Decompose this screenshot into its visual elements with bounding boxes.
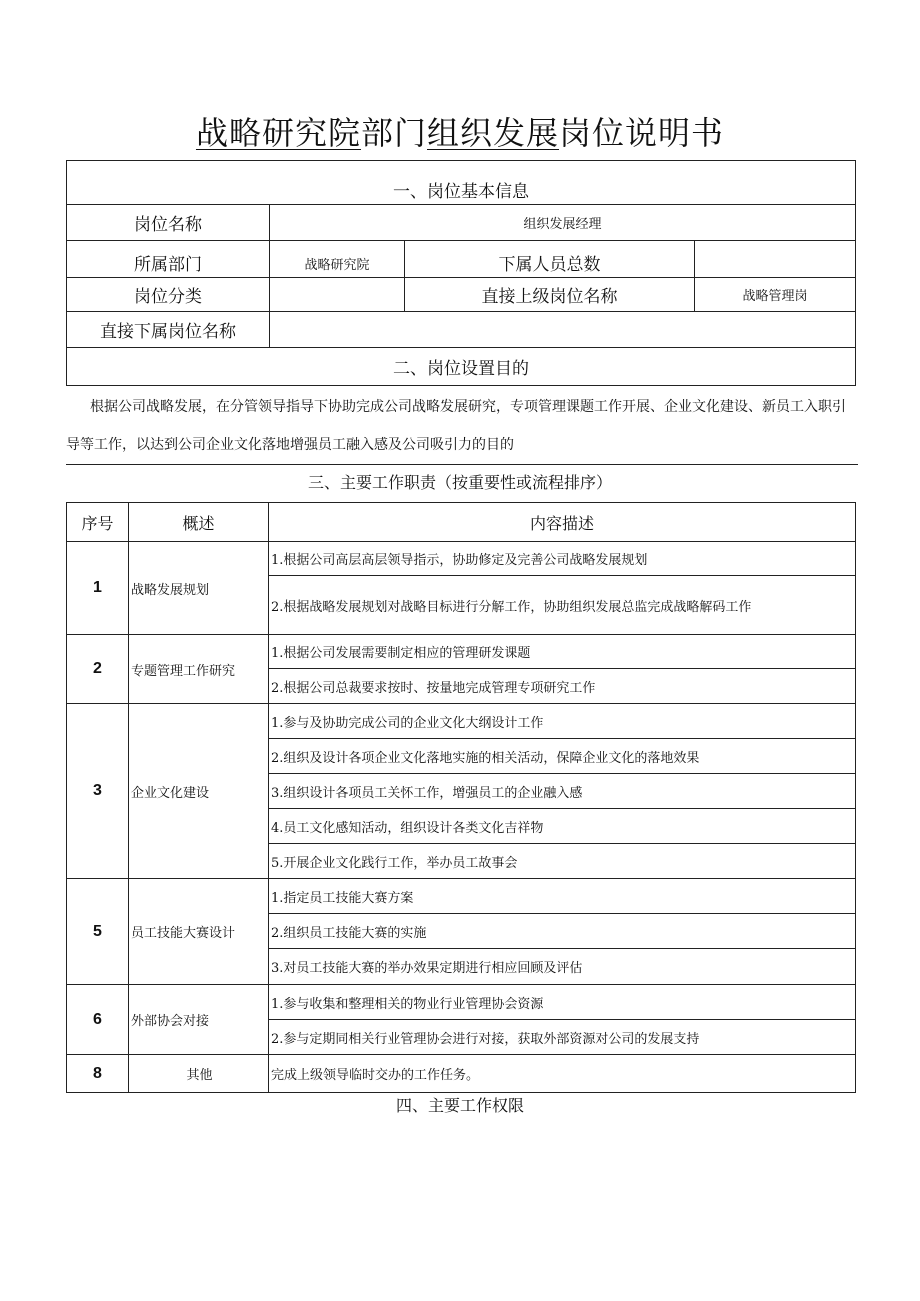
direct-superior-value: 战略管理岗: [695, 278, 856, 312]
duty-item: 3.对员工技能大赛的举办效果定期进行相应回顾及评估: [269, 949, 856, 985]
section-basic-info-title: 一、岗位基本信息: [67, 161, 856, 205]
page-title: [0, 108, 920, 158]
direct-superior-label: 直接上级岗位名称: [405, 278, 695, 312]
position-name-value: 组织发展经理: [270, 205, 856, 241]
table-row: [67, 879, 856, 914]
duty-summary: 战略发展规划: [129, 542, 269, 635]
duty-number: 2: [67, 635, 129, 704]
duty-item: 2.参与定期同相关行业管理协会进行对接，获取外部资源对公司的发展支持: [269, 1020, 856, 1055]
purpose-text: 根据公司战略发展，在分管领导指导下协助完成公司战略发展研究，专项管理课题工作开展、企业文化建设、新员工入职引导等工作，以达到公司企业文化落地增强员工融入感及公司吸引力的目的: [66, 388, 858, 465]
duty-item: 2.组织及设计各项企业文化落地实施的相关活动，保障企业文化的落地效果: [269, 739, 856, 774]
duty-item: 2.根据公司总裁要求按时、按量地完成管理专项研究工作: [269, 669, 856, 704]
duty-number: 3: [67, 704, 129, 879]
table-row: [67, 1055, 856, 1093]
header-summary: 概述: [129, 503, 269, 542]
duty-item: 1.根据公司发展需要制定相应的管理研发课题: [269, 635, 856, 669]
section-duties-title: 三、主要工作职责（按重要性或流程排序）: [307, 473, 612, 492]
title-dept-word: 部门: [360, 114, 427, 152]
duty-item: 4.员工文化感知活动，组织设计各类文化吉祥物: [269, 809, 856, 844]
duty-number: 5: [67, 879, 129, 985]
direct-subordinate-label: 直接下属岗位名称: [67, 312, 270, 348]
direct-subordinate-value: [270, 312, 856, 348]
duty-summary: 员工技能大赛设计: [129, 879, 269, 985]
header-no: 序号: [67, 503, 129, 542]
duty-number: 6: [67, 985, 129, 1055]
department-value: 战略研究院: [270, 241, 405, 278]
duties-table: [66, 502, 856, 1093]
duty-item: 2.根据战略发展规划对战略目标进行分解工作，协助组织发展总监完成战略解码工作: [269, 576, 856, 635]
table-row: [67, 635, 856, 669]
duty-item: 1.参与及协助完成公司的企业文化大纲设计工作: [269, 704, 856, 739]
duty-item: 5.开展企业文化践行工作，举办员工故事会: [269, 844, 856, 879]
category-label: 岗位分类: [67, 278, 270, 312]
subordinates-total-label: 下属人员总数: [405, 241, 695, 278]
duty-item: 1.指定员工技能大赛方案: [269, 879, 856, 914]
department-label: 所属部门: [67, 241, 270, 278]
section-authority-title: 四、主要工作权限: [395, 1096, 524, 1115]
category-value: [270, 278, 405, 312]
duty-summary: 其他: [129, 1055, 269, 1093]
table-row: [67, 704, 856, 739]
header-desc: 内容描述: [269, 503, 856, 542]
duty-summary: 外部协会对接: [129, 985, 269, 1055]
subordinates-total-value: [695, 241, 856, 278]
table-row: [67, 985, 856, 1020]
duty-item: 3.组织设计各项员工关怀工作，增强员工的企业融入感: [269, 774, 856, 809]
basic-info-table: [66, 160, 856, 386]
duty-summary: 企业文化建设: [129, 704, 269, 879]
duty-item: 1.参与收集和整理相关的物业行业管理协会资源: [269, 985, 856, 1020]
duty-item: 完成上级领导临时交办的工作任务。: [269, 1055, 856, 1093]
title-doc: 岗位说明书: [559, 114, 725, 152]
section-purpose-title: 二、岗位设置目的: [67, 348, 856, 386]
duty-number: 8: [67, 1055, 129, 1093]
duty-number: 1: [67, 542, 129, 635]
title-company: 战略研究院: [195, 114, 361, 152]
table-row: [67, 542, 856, 576]
duty-summary: 专题管理工作研究: [129, 635, 269, 704]
position-name-label: 岗位名称: [67, 205, 270, 241]
duty-item: 1.根据公司高层高层领导指示，协助修定及完善公司战略发展规划: [269, 542, 856, 576]
title-dept: 组织发展: [427, 114, 560, 152]
duty-item: 2.组织员工技能大赛的实施: [269, 914, 856, 949]
